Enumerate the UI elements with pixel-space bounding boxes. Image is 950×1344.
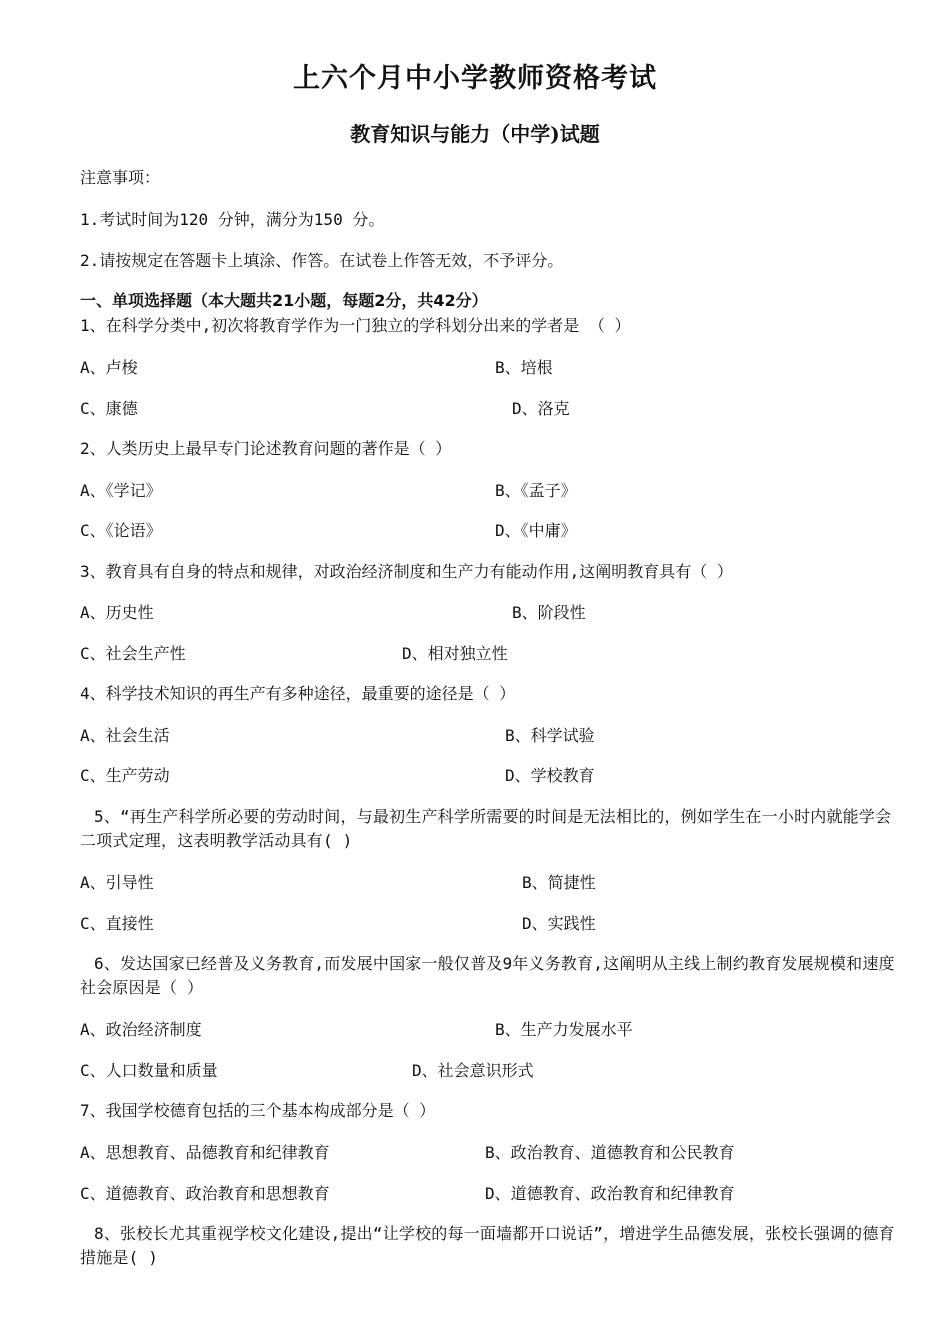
option: B、培根 — [495, 358, 553, 377]
page-subtitle: 教育知识与能力（中学)试题 — [350, 122, 600, 146]
option: D、学校教育 — [505, 766, 595, 785]
option: D、道德教育、政治教育和纪律教育 — [485, 1184, 735, 1203]
option: C、生产劳动 — [80, 766, 170, 785]
option: B、政治教育、道德教育和公民教育 — [485, 1143, 735, 1162]
note-item: 1.考试时间为120 分钟，满分为150 分。 — [80, 210, 385, 229]
question-stem: 1、在科学分类中,初次将教育学作为一门独立的学科划分出来的学者是 （ ） — [80, 316, 631, 335]
option: C、道德教育、政治教育和思想教育 — [80, 1184, 330, 1203]
option: D、实践性 — [522, 914, 596, 933]
question-stem: 5、“再生产科学所必要的劳动时间，与最初生产科学所需要的时间是无法相比的，例如学生在一小时内就能学会二项式定理，这表明教学活动具有( ) — [80, 807, 892, 850]
option: A、《学记》 — [80, 481, 162, 500]
option: A、社会生活 — [80, 726, 170, 745]
option: B、阶段性 — [512, 603, 586, 622]
option: B、生产力发展水平 — [495, 1020, 633, 1039]
question-stem: 2、人类历史上最早专门论述教育问题的著作是（ ） — [80, 439, 452, 458]
option: A、卢梭 — [80, 358, 138, 377]
option: B、科学试验 — [505, 726, 595, 745]
option: A、引导性 — [80, 873, 154, 892]
question-stem: 7、我国学校德育包括的三个基本构成部分是（ ） — [80, 1101, 436, 1120]
page-title: 上六个月中小学教师资格考试 — [293, 63, 657, 94]
option: A、思想教育、品德教育和纪律教育 — [80, 1143, 330, 1162]
question-stem: 6、发达国家已经普及义务教育,而发展中国家一般仅普及9年义务教育,这阐明从主线上制约教育发展规模和速度社会原因是（ ） — [80, 954, 895, 997]
question-stem: 3、教育具有自身的特点和规律，对政治经济制度和生产力有能动作用,这阐明教育具有（ ） — [80, 562, 733, 581]
option: C、人口数量和质量 — [80, 1061, 218, 1080]
option: B、简捷性 — [522, 873, 596, 892]
option: C、康德 — [80, 399, 138, 418]
option: A、政治经济制度 — [80, 1020, 202, 1039]
option: C、直接性 — [80, 914, 154, 933]
option: D、洛克 — [512, 399, 570, 418]
option: C、社会生产性 — [80, 644, 186, 663]
option: D、《中庸》 — [495, 521, 577, 540]
notes-heading: 注意事项： — [80, 168, 161, 187]
note-item: 2.请按规定在答题卡上填涂、作答。在试卷上作答无效，不予评分。 — [80, 251, 564, 270]
question-stem: 4、科学技术知识的再生产有多种途径，最重要的途径是（ ） — [80, 684, 516, 703]
question-stem: 8、张校长尤其重视学校文化建设,提出“让学校的每一面墙都开口说话”，增进学生品德发展，张校长强调的德育措施是( ) — [80, 1224, 895, 1267]
option: A、历史性 — [80, 603, 154, 622]
section-heading: 一、单项选择题（本大题共21小题，每题2分，共42分） — [80, 291, 488, 310]
option: D、社会意识形式 — [412, 1061, 534, 1080]
option: C、《论语》 — [80, 521, 162, 540]
option: B、《孟子》 — [495, 481, 577, 500]
option: D、相对独立性 — [402, 644, 508, 663]
